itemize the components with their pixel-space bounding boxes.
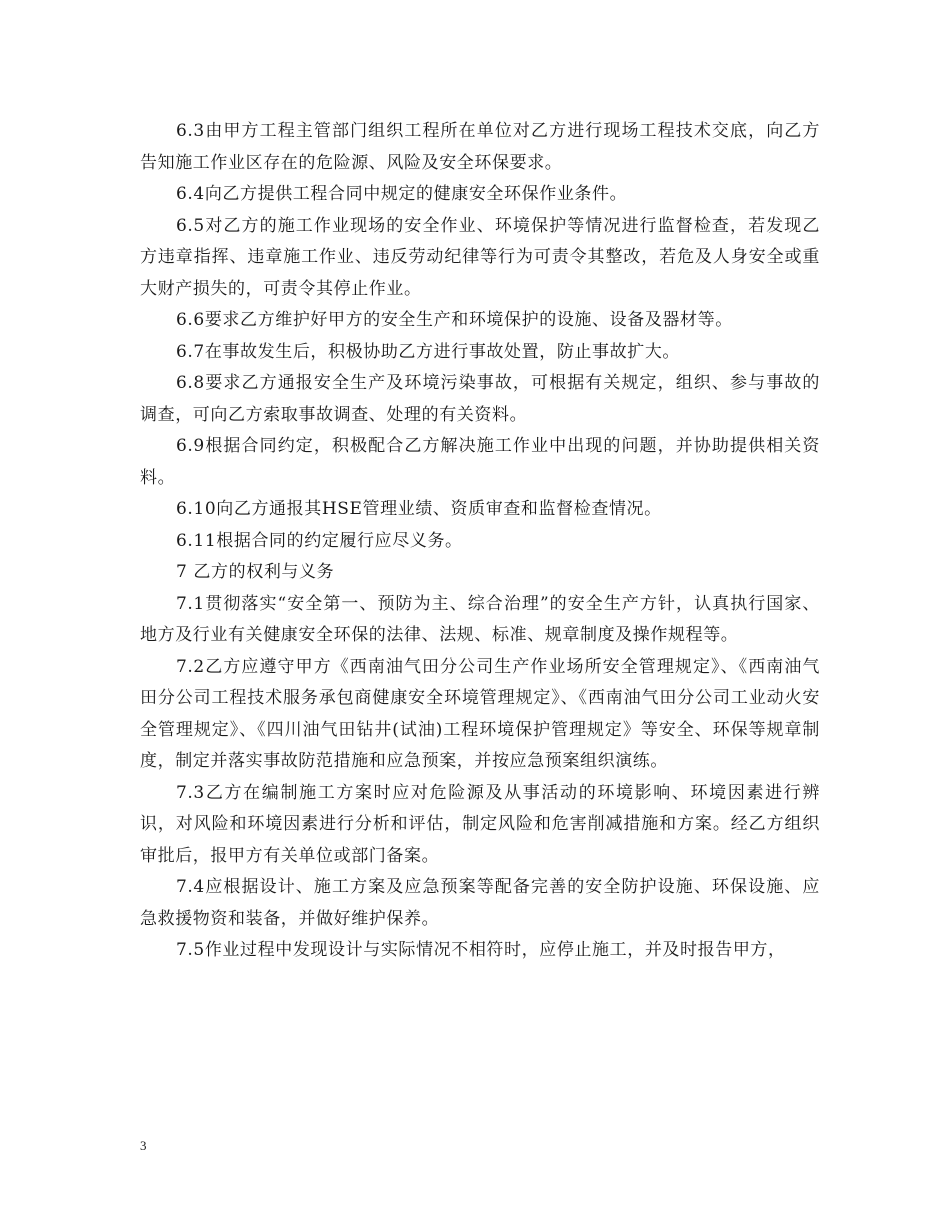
paragraph-6-6: 6.6要求乙方维护好甲方的安全生产和环境保护的设施、设备及器材等。 — [176, 310, 733, 330]
section-heading-7: 7 乙方的权利与义务 — [176, 562, 335, 582]
paragraph-6-9: 6.9根据合同约定，积极配合乙方解决施工作业中出现的问题，并协助提供相关资料。 — [140, 436, 820, 488]
document-body — [140, 116, 820, 967]
paragraph-7-4: 7.4应根据设计、施工方案及应急预案等配备完善的安全防护设施、环保设施、应急救援物资和装备，并做好维护保养。 — [140, 877, 820, 929]
paragraph-7-2: 7.2乙方应遵守甲方《西南油气田分公司生产作业场所安全管理规定》、《西南油气田分公司工程技术服务承包商健康安全环境管理规定》、《西南油气田分公司工业动火安全管理规定》、《四川油气田钻井(试油)工程环境保护管理规定》等安全、环保等规章制度，制定并落实事故防范措施和应急预案，并按应急预案组织演练。 — [140, 656, 820, 771]
paragraph-7-5: 7.5作业过程中发现设计与实际情况不相符时，应停止施工，并及时报告甲方， — [176, 940, 786, 960]
paragraph-6-8: 6.8要求乙方通报安全生产及环境污染事故，可根据有关规定，组织、参与事故的调查，可向乙方索取事故调查、处理的有关资料。 — [140, 373, 820, 425]
page-number: 3 — [140, 1138, 147, 1153]
paragraph-7-3: 7.3乙方在编制施工方案时应对危险源及从事活动的环境影响、环境因素进行辨识，对风险和环境因素进行分析和评估，制定风险和危害削减措施和方案。经乙方组织审批后，报甲方有关单位或部门备案。 — [140, 782, 820, 866]
paragraph-6-7: 6.7在事故发生后，积极协助乙方进行事故处置，防止事故扩大。 — [176, 341, 681, 362]
paragraph-6-4: 6.4向乙方提供工程合同中规定的健康安全环保作业条件。 — [176, 184, 628, 204]
paragraph-6-3: 6.3由甲方工程主管部门组织工程所在单位对乙方进行现场工程技术交底，向乙方告知施工作业区存在的危险源、风险及安全环保要求。 — [140, 121, 820, 173]
paragraph-6-5: 6.5对乙方的施工作业现场的安全作业、环境保护等情况进行监督检查，若发现乙方违章指挥、违章施工作业、违反劳动纪律等行为可责令其整改，若危及人身安全或重大财产损失的，可责令其停止作业。 — [140, 215, 820, 299]
paragraph-6-10: 6.10向乙方通报其HSE管理业绩、资质审查和监督检查情况。 — [176, 499, 662, 519]
paragraph-7-1: 7.1贯彻落实“安全第一、预防为主、综合治理”的安全生产方针，认真执行国家、地方及行业有关健康安全环保的法律、法规、标准、规章制度及操作规程等。 — [140, 593, 820, 645]
paragraph-6-11: 6.11根据合同的约定履行应尽义务。 — [176, 530, 463, 551]
